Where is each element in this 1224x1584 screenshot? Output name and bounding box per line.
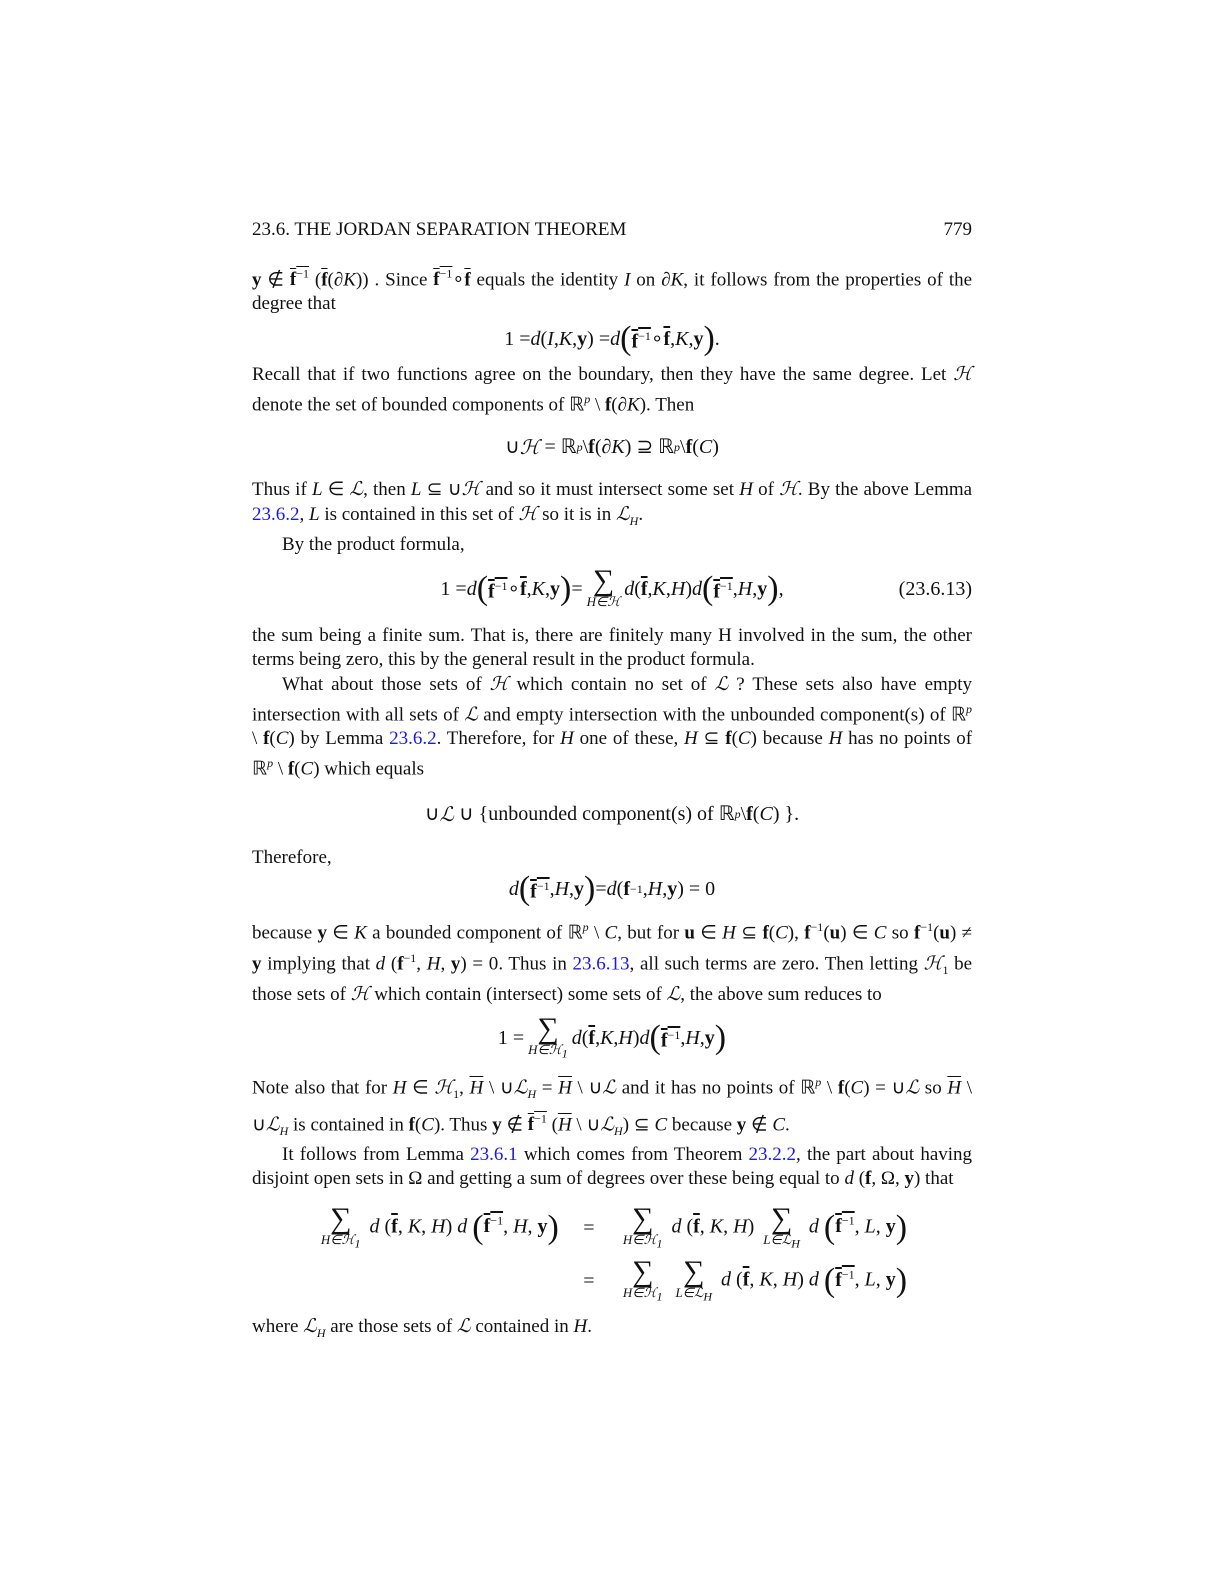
equation-union-L: ∪ ℒ ∪ { unbounded component(s) of ℝ p \ f ( C ) }. [424, 801, 800, 826]
equation-link[interactable]: 23.6.13 [572, 953, 630, 975]
lemma-link[interactable]: 23.6.2 [389, 728, 437, 750]
lemma-link[interactable]: 23.6.1 [470, 1143, 518, 1165]
running-header [252, 218, 972, 242]
equation-number: (23.6.13) [898, 577, 972, 600]
equation-identity-degree: 1 = d ( I , K , y ) = d ( $f^{-1}$ ∘ $\overline{f}$ , K , y ) . [504, 320, 720, 358]
paragraph-9: Note also that for H ∈ ℋ$_1$, $\overline{H}$ \ ∪ℒ$_H$ = $\overline{H}$ \ ∪ℒ and it has no points of ℝ$^p$ \ f(C) = ∪ℒ so $\overline{H}$ \ ∪ℒ$_H$ is contained in f(C). Thus y ∉ $f^{-1}$ ($\overline{H}$ \ ∪ℒ$_H$) ⊆ C because y ∉ C. [252, 1075, 973, 1138]
paragraph-10: It follows from Lemma 23.6.1 which comes from Theorem 23.2.2, the part about having disjoint open sets in Ω and getting a sum of degrees over these being equal to d (f, Ω, y) that [252, 1143, 973, 1189]
paragraph-8: because y ∈ K a bounded component of ℝ$^p$ \ C, but for u ∈ H ⊆ f(C), $f^{-1}(u)$ ∈ C so $f^{-1}(u) \ne y$ implying that d ($f^{-1}$, H, y) = 0. Thus in 23.6.13, all such terms are zero. Then letting ℋ$_1$ be those sets of ℋ which contain (intersect) some sets of ℒ, the above sum reduces to [252, 920, 973, 1005]
equation-zero-degree: d ( $f^{-1}$ , H , y ) = d ( f −1 , H , y ) = 0 [508, 869, 716, 907]
theorem-link[interactable]: 23.2.2 [748, 1143, 797, 1165]
section-title: 23.6. THE JORDAN SEPARATION THEOREM [252, 219, 627, 240]
equation-reduced-sum: 1 = ∑ H∈ℋ$_1$ d ( $\overline{f}$ , K , H ) d ( $f^{-1}$ , H , y ) [497, 1011, 727, 1061]
paragraph-5: the sum being a finite sum. That is, there are finitely many H involved in the sum, the other terms being zero, this by the general result in the product formula. [252, 625, 972, 671]
paragraph-11: where ℒ$_H$ are those sets of ℒ contained in H. [252, 1314, 592, 1340]
paragraph-6: What about those sets of ℋ which contain no set of ℒ ? These sets also have empty intersection with all sets of ℒ and empty intersection with the unbounded component(s) of ℝ$^p$ \ f(C) by Lemma 23.6.2. Therefore, for H one of these, H ⊆ f(C) because H has no points of ℝ$^p$ \ f(C) which equals [252, 673, 973, 780]
equation-union-H: ∪ ℋ = ℝ p \ f (∂ K ) ⊇ ℝ p \ f ( C ) [505, 435, 719, 460]
page [252, 218, 972, 1345]
paragraph-3: Thus if L ∈ ℒ, then L ⊆ ∪ℋ and so it must intersect some set H of ℋ. By the above Lemma 23.6.2, L is contained in this set of ℋ so it is in ℒ$_H$. [252, 478, 973, 529]
equation-aligned-sums: ∑ H∈ℋ$_1$ d ($\overline{f}$, K, H) d ($f^{-1}$, H, y) = ∑ H∈ℋ$_1$ d ($\overline{f}$, K, H) ∑ L∈ℒ$_H$ d ($f^{-1}$, L, y) = ∑ H∈ℋ$_1$ ∑ L∈ℒ$_H$ d ($\overline{f}$, K, H) d ($f^{-1}$, L, y) [320, 1201, 908, 1304]
page-number: 779 [943, 219, 972, 240]
paragraph-7: Therefore, [252, 846, 332, 868]
lemma-link[interactable]: 23.6.2 [252, 504, 300, 526]
paragraph-4: By the product formula, [282, 534, 465, 556]
equation-product-formula: 1 = d ( $f^{-1}$ ∘ $\overline{f}$ , K , y ) = ∑ H∈ℋ d ( $\overline{f}$ , K , H ) d ( $f^{-1}$ , H , y ) , (23.6.13) [440, 564, 972, 611]
paragraph-2: Recall that if two functions agree on the boundary, then they have the same degree. Let ℋ denote the set of bounded components of ℝ$^p$ \ f(∂K). Then [252, 362, 972, 416]
paragraph-1: y ∉ $f^{-1}$ $(\overline{f}(\partial K))$ . Since $f^{-1}\circ\overline{f}$ equals the identity I on ∂K, it follows from the properties of the degree that [252, 267, 973, 315]
